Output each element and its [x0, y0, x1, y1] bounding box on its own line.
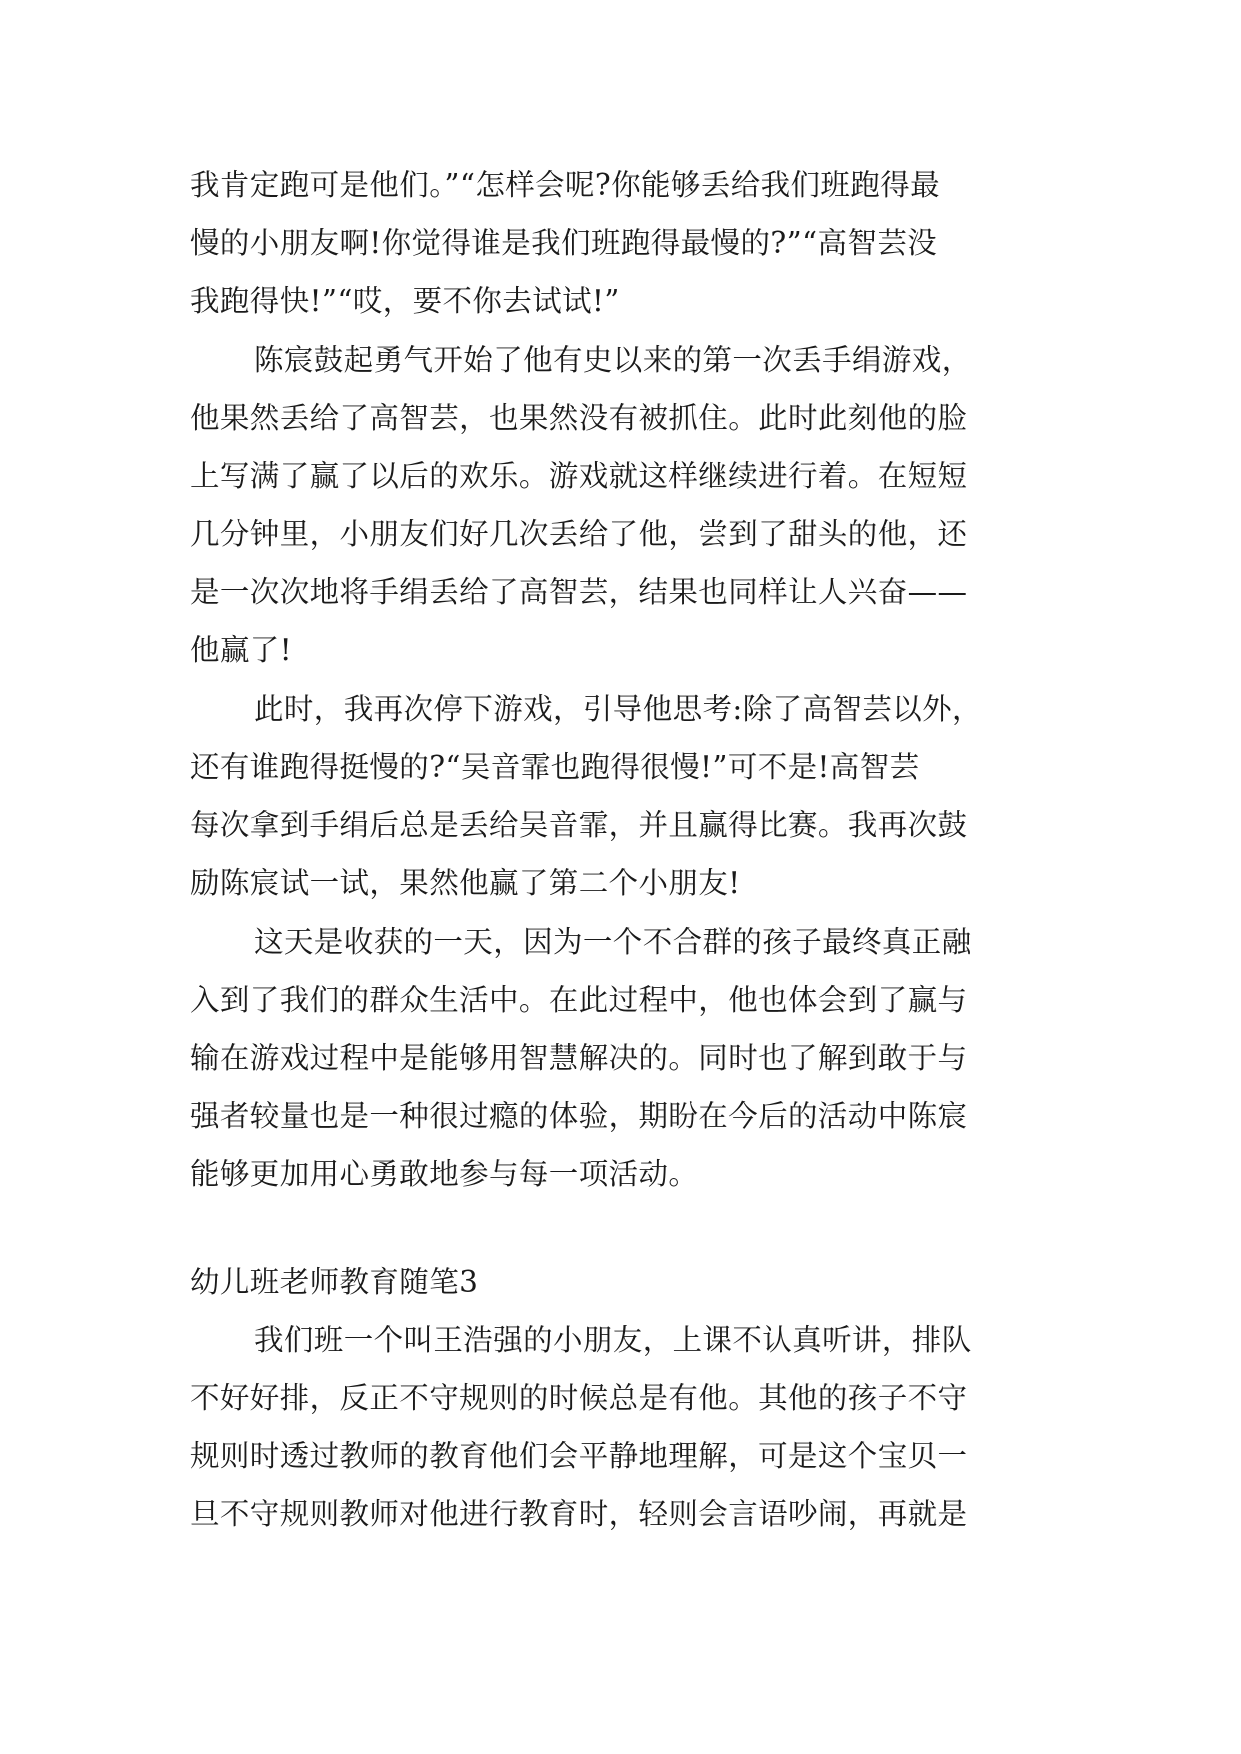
text-line: 慢的小朋友啊!你觉得谁是我们班跑得最慢的?”“高智芸没	[190, 226, 938, 260]
text-line: 他赢了!	[190, 633, 292, 667]
text-line: 他果然丢给了高智芸，也果然没有被抓住。此时此刻他的脸	[190, 401, 968, 435]
text-line: 陈宸鼓起勇气开始了他有史以来的第一次丢手绢游戏，	[254, 343, 972, 377]
text-line: 入到了我们的群众生活中。在此过程中，他也体会到了赢与	[190, 983, 968, 1017]
text-line: 几分钟里，小朋友们好几次丢给了他，尝到了甜头的他，还	[190, 517, 968, 551]
text-line: 规则时透过教师的教育他们会平静地理解，可是这个宝贝一	[190, 1439, 968, 1473]
text-line: 输在游戏过程中是能够用智慧解决的。同时也了解到敢于与	[190, 1041, 968, 1075]
text-line: 强者较量也是一种很过瘾的体验，期盼在今后的活动中陈宸	[190, 1099, 968, 1133]
text-line: 上写满了赢了以后的欢乐。游戏就这样继续进行着。在短短	[190, 459, 968, 493]
text-line: 每次拿到手绢后总是丢给吴音霏，并且赢得比赛。我再次鼓	[190, 808, 968, 842]
text-line: 这天是收获的一天，因为一个不合群的孩子最终真正融	[254, 925, 972, 959]
text-line: 我肯定跑可是他们。”“怎样会呢?你能够丢给我们班跑得最	[190, 168, 941, 202]
text-line: 不好好排，反正不守规则的时候总是有他。其他的孩子不守	[190, 1381, 968, 1415]
text-line: 还有谁跑得挺慢的?“吴音霏也跑得很慢!”可不是!高智芸	[190, 750, 920, 784]
text-line: 此时，我再次停下游戏，引导他思考:除了高智芸以外，	[254, 692, 982, 726]
text-line: 旦不守规则教师对他进行教育时，轻则会言语吵闹，再就是	[190, 1497, 968, 1531]
text-line: 能够更加用心勇敢地参与每一项活动。	[190, 1157, 699, 1191]
text-line: 是一次次地将手绢丢给了高智芸，结果也同样让人兴奋——	[190, 575, 968, 609]
text-line: 我跑得快!”“哎，要不你去试试!”	[190, 284, 620, 318]
text-line: 我们班一个叫王浩强的小朋友，上课不认真听讲，排队	[254, 1323, 972, 1357]
text-line: 励陈宸试一试，果然他赢了第二个小朋友!	[190, 866, 741, 900]
section-heading: 幼儿班老师教育随笔3	[190, 1265, 479, 1299]
